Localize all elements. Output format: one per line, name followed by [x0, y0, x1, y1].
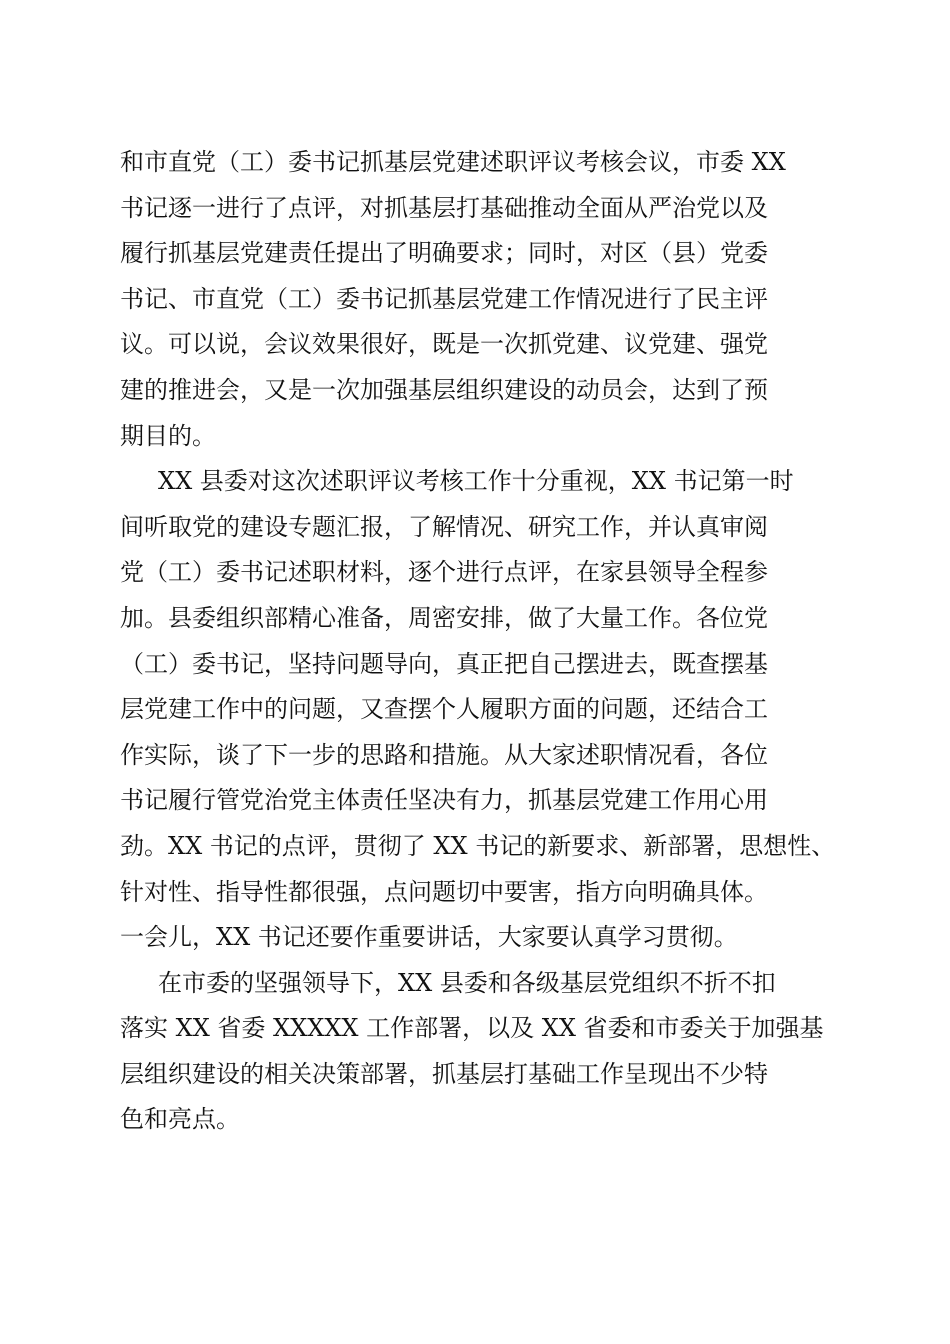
- paragraph-line: 落实 XX 省委 XXXXX 工作部署，以及 XX 省委和市委关于加强基: [120, 1014, 824, 1043]
- paragraph-line: （工）委书记，坚持问题导向，真正把自己摆进去，既查摆基: [120, 649, 768, 678]
- paragraph-2: [120, 459, 838, 961]
- paragraph-line: 在市委的坚强领导下，XX 县委和各级基层党组织不折不扣: [158, 968, 776, 997]
- paragraph-line: 书记、市直党（工）委书记抓基层党建工作情况进行了民主评: [120, 284, 768, 313]
- paragraph-line: 层组织建设的相关决策部署，抓基层打基础工作呈现出不少特: [120, 1059, 768, 1088]
- paragraph-line: 针对性、指导性都很强，点问题切中要害，指方向明确具体。: [120, 877, 768, 906]
- paragraph-line: 期目的。: [120, 421, 216, 450]
- paragraph-line: 间听取党的建设专题汇报，了解情况、研究工作，并认真审阅: [120, 512, 768, 541]
- paragraph-1: [120, 140, 838, 459]
- paragraph-line: 党（工）委书记述职材料，逐个进行点评，在家县领导全程参: [120, 558, 768, 587]
- paragraph-line: XX 县委对这次述职评议考核工作十分重视，XX 书记第一时: [158, 467, 794, 496]
- paragraph-line: 书记逐一进行了点评，对抓基层打基础推动全面从严治党以及: [120, 193, 768, 222]
- paragraph-line: 加。县委组织部精心准备，周密安排，做了大量工作。各位党: [120, 603, 768, 632]
- paragraph-line: 层党建工作中的问题，又查摆个人履职方面的问题，还结合工: [120, 695, 768, 724]
- paragraph-line: 一会儿，XX 书记还要作重要讲话，大家要认真学习贯彻。: [120, 923, 738, 952]
- document-body: [120, 140, 838, 1143]
- paragraph-line: 色和亮点。: [120, 1105, 240, 1134]
- paragraph-line: 建的推进会，又是一次加强基层组织建设的动员会，达到了预: [120, 375, 768, 404]
- paragraph-line: 作实际，谈了下一步的思路和措施。从大家述职情况看，各位: [120, 740, 768, 769]
- paragraph-line: 履行抓基层党建责任提出了明确要求；同时，对区（县）党委: [120, 239, 768, 268]
- paragraph-line: 劲。XX 书记的点评，贯彻了 XX 书记的新要求、新部署，思想性、: [120, 831, 836, 860]
- paragraph-line: 议。可以说，会议效果很好，既是一次抓党建、议党建、强党: [120, 330, 768, 359]
- paragraph-3: [120, 961, 838, 1143]
- paragraph-line: 和市直党（工）委书记抓基层党建述职评议考核会议，市委 XX: [120, 148, 786, 176]
- paragraph-line: 书记履行管党治党主体责任坚决有力，抓基层党建工作用心用: [120, 786, 768, 815]
